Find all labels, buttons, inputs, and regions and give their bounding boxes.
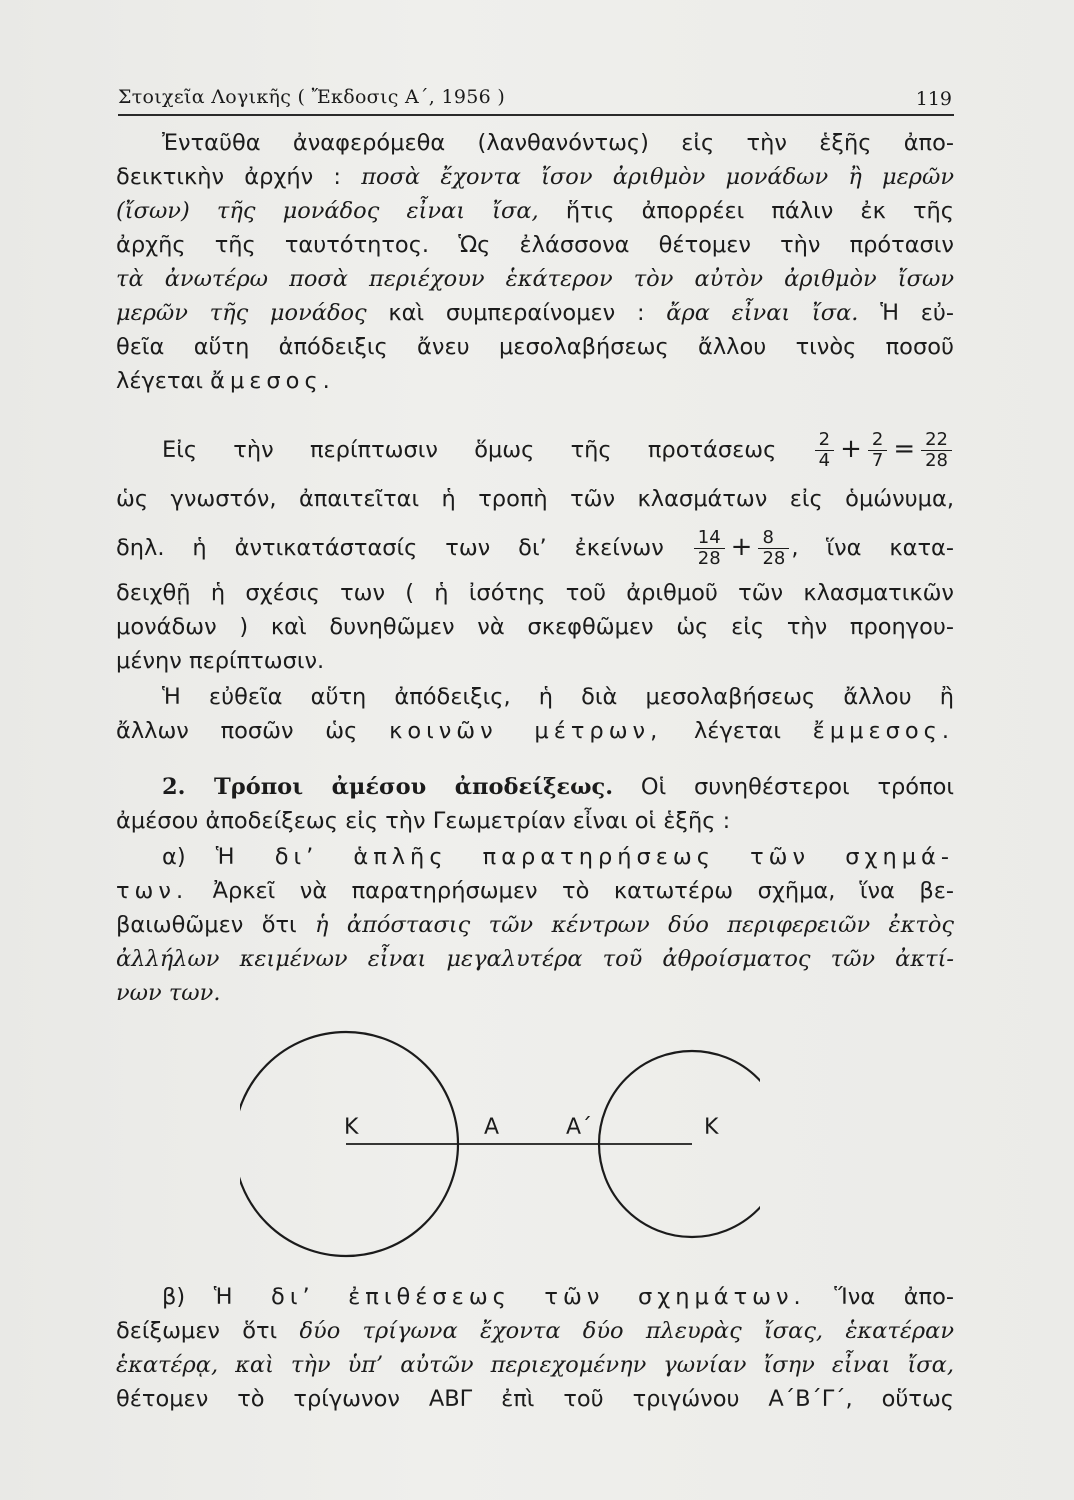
text-run: ἥτις ἀπορρέει πάλιν ἐκ τῆς: [565, 198, 954, 224]
para1-line1: [162, 128, 954, 158]
text-run: Εἰς τὴν περίπτωσιν ὅμως τῆς προτάσεως: [162, 437, 777, 463]
numerator: 2: [815, 430, 834, 451]
para2-line5: [116, 612, 954, 642]
section2-a-line5: [116, 978, 954, 1008]
text-run: Ἵνα ἀπο-: [834, 1284, 954, 1310]
numerator: 8: [758, 528, 789, 549]
section2-a-line3: [116, 910, 954, 940]
two-circles-diagram: [240, 1030, 760, 1270]
fraction: [694, 528, 725, 569]
text-run: καὶ συμπεραίνομεν :: [388, 300, 645, 326]
numerator: 22: [921, 430, 952, 451]
text-run: ὡς γνωστόν, ἀπαιτεῖται ἡ τροπὴ τῶν κλασμάτων εἰς ὁμώνυμα,: [116, 486, 954, 512]
para2-line1: [162, 424, 954, 475]
circles-figure: [240, 1030, 760, 1270]
para3-line1: [162, 682, 954, 712]
denominator: 28: [697, 548, 721, 569]
denominator: 4: [818, 450, 831, 471]
spaced-run: ἄμεσος.: [210, 368, 335, 394]
spaced-run: ἔμμεσος.: [812, 718, 954, 744]
text-run: ἄλλων ποσῶν ὡς: [116, 718, 358, 744]
para2-line6: [116, 646, 954, 676]
numerator: 14: [694, 528, 725, 549]
plus-sign: +: [730, 532, 753, 562]
para1-line3: [116, 196, 954, 226]
para1-line7: [116, 332, 954, 362]
text-run: βαιωθῶμεν ὅτι: [116, 912, 297, 938]
para-b-line1: [162, 1282, 954, 1312]
para3-line2: [116, 716, 954, 746]
para1-line2: [116, 162, 954, 192]
section-number: 2.: [162, 774, 186, 800]
text-run: ἀρχῆς τῆς ταυτότητος. Ὡς ἐλάσσονα θέτομεν τὴν πρότασιν: [116, 232, 954, 258]
fraction: [921, 430, 952, 471]
spaced-run: Ἡ δι’ ἁπλῆς παρατηρήσεως τῶν σχημά-: [215, 844, 954, 870]
text-run: Ἡ εὐθεῖα αὕτη ἀπόδειξις, ἡ διὰ μεσολαβήσεως ἄλλου ἢ: [162, 684, 954, 710]
para1-line4: [116, 230, 954, 260]
section2-a-line1: [162, 842, 954, 872]
denominator: 28: [925, 450, 949, 471]
fraction: [868, 430, 887, 471]
denominator: 28: [762, 548, 786, 569]
page-number: 119: [915, 88, 952, 110]
section2-a-line4: [116, 944, 954, 974]
italic-run: ἑκατέρᾳ, καὶ τὴν ὑπ’ αὐτῶν περιεχομένην γωνίαν ἴσην εἶναι ἴσα,: [116, 1352, 954, 1378]
italic-run: ποσὰ ἔχοντα ἴσον ἀριθμὸν μονάδων ἢ μερῶν: [361, 164, 955, 190]
italic-run: τὰ ἀνωτέρω ποσὰ περιέχουν ἑκάτερον τὸν αὐτὸν ἀριθμὸν ἴσων: [116, 266, 954, 292]
plus-sign: +: [840, 434, 862, 464]
text-run: δειχθῇ ἡ σχέσις των ( ἡ ἰσότης τοῦ ἀριθμοῦ τῶν κλασματικῶν: [116, 580, 954, 606]
italic-run: μερῶν τῆς μονάδος: [116, 300, 367, 326]
running-title: Στοιχεῖα Λογικῆς ( Ἔκδοσις Α΄, 1956 ): [118, 86, 506, 108]
text-run: Ἀρκεῖ νὰ παρατηρήσωμεν τὸ κατωτέρω σχῆμα, ἵνα βε-: [212, 878, 954, 904]
para2-line3: [116, 522, 954, 573]
para-b-line4: [116, 1384, 954, 1414]
list-marker: α): [162, 844, 186, 870]
text-run: δηλ. ἡ ἀντικατάστασίς των δι’ ἐκείνων: [116, 535, 664, 561]
text-run: λέγεται: [693, 718, 781, 744]
label-a-prime: Α΄: [566, 1115, 593, 1140]
para-b-line2: [116, 1316, 954, 1346]
label-k-right: Κ: [704, 1115, 719, 1140]
section2-a-line2: [116, 876, 954, 906]
italic-run: ἄρα εἶναι ἴσα.: [666, 300, 859, 326]
fraction-equation: [813, 429, 954, 471]
numerator: 2: [868, 430, 887, 451]
text-run: , ἵνα κατα-: [791, 535, 954, 561]
para-b-line3: [116, 1350, 954, 1380]
italic-run: νων των.: [116, 980, 221, 1006]
italic-run: δύο τρίγωνα ἔχοντα δύο πλευρὰς ἴσας, ἑκατέραν: [299, 1318, 954, 1344]
section2-line2: [116, 806, 954, 836]
section2-line1: [162, 772, 954, 802]
text-run: Ἐνταῦθα ἀναφερόμεθα (λανθανόντως) εἰς τὴν ἑξῆς ἀπο-: [162, 130, 954, 156]
para1-line6: [116, 298, 954, 328]
text-run: Οἱ συνηθέστεροι τρόποι: [640, 774, 954, 800]
fraction: [758, 528, 789, 569]
spaced-run: Ἡ δι’ ἐπιθέσεως τῶν σχημάτων.: [213, 1284, 806, 1310]
label-k-left: Κ: [344, 1115, 359, 1140]
italic-run: ἀλλήλων κειμένων εἶναι μεγαλυτέρα τοῦ ἀθροίσματος τῶν ἀκτί-: [116, 946, 954, 972]
page-header: [118, 84, 954, 116]
fraction: [815, 430, 834, 471]
para1-line5: [116, 264, 954, 294]
text-run: Ἡ εὐ-: [880, 300, 955, 326]
denominator: 7: [871, 450, 884, 471]
text-run: μένην περίπτωσιν.: [116, 648, 325, 674]
para1-line8: [116, 366, 954, 396]
text-run: θέτομεν τὸ τρίγωνον ΑΒΓ ἐπὶ τοῦ τριγώνου Α΄Β΄Γ΄, οὕτως: [116, 1386, 954, 1412]
spaced-run: των.: [116, 878, 189, 904]
para2-line2: [116, 484, 954, 514]
equals-sign: =: [893, 434, 916, 464]
text-run: δεικτικὴν ἀρχήν :: [116, 164, 341, 190]
list-marker: β): [162, 1284, 186, 1310]
section-heading: [162, 774, 613, 800]
para2-line4: [116, 578, 954, 608]
section-title: Τρόποι ἀμέσου ἀποδείξεως.: [214, 774, 614, 800]
label-a: Α: [484, 1115, 500, 1140]
text-run: ἀμέσου ἀποδείξεως εἰς τὴν Γεωμετρίαν εἶναι οἱ ἑξῆς :: [116, 808, 731, 834]
text-run: λέγεται: [116, 368, 203, 394]
text-run: δείξωμεν ὅτι: [116, 1318, 278, 1344]
italic-run: ἡ ἀπόστασις τῶν κέντρων δύο περιφερειῶν ἐκτὸς: [315, 912, 954, 938]
text-run: θεῖα αὕτη ἀπόδειξις ἄνευ μεσολαβήσεως ἄλλου τινὸς ποσοῦ: [116, 334, 954, 360]
spaced-run: κοινῶν μέτρων,: [389, 718, 663, 744]
fraction-sum: [692, 527, 792, 569]
text-run: μονάδων ) καὶ δυνηθῶμεν νὰ σκεφθῶμεν ὡς εἰς τὴν προηγου-: [116, 614, 954, 640]
italic-run: (ἴσων) τῆς μονάδος εἶναι ἴσα,: [116, 198, 539, 224]
